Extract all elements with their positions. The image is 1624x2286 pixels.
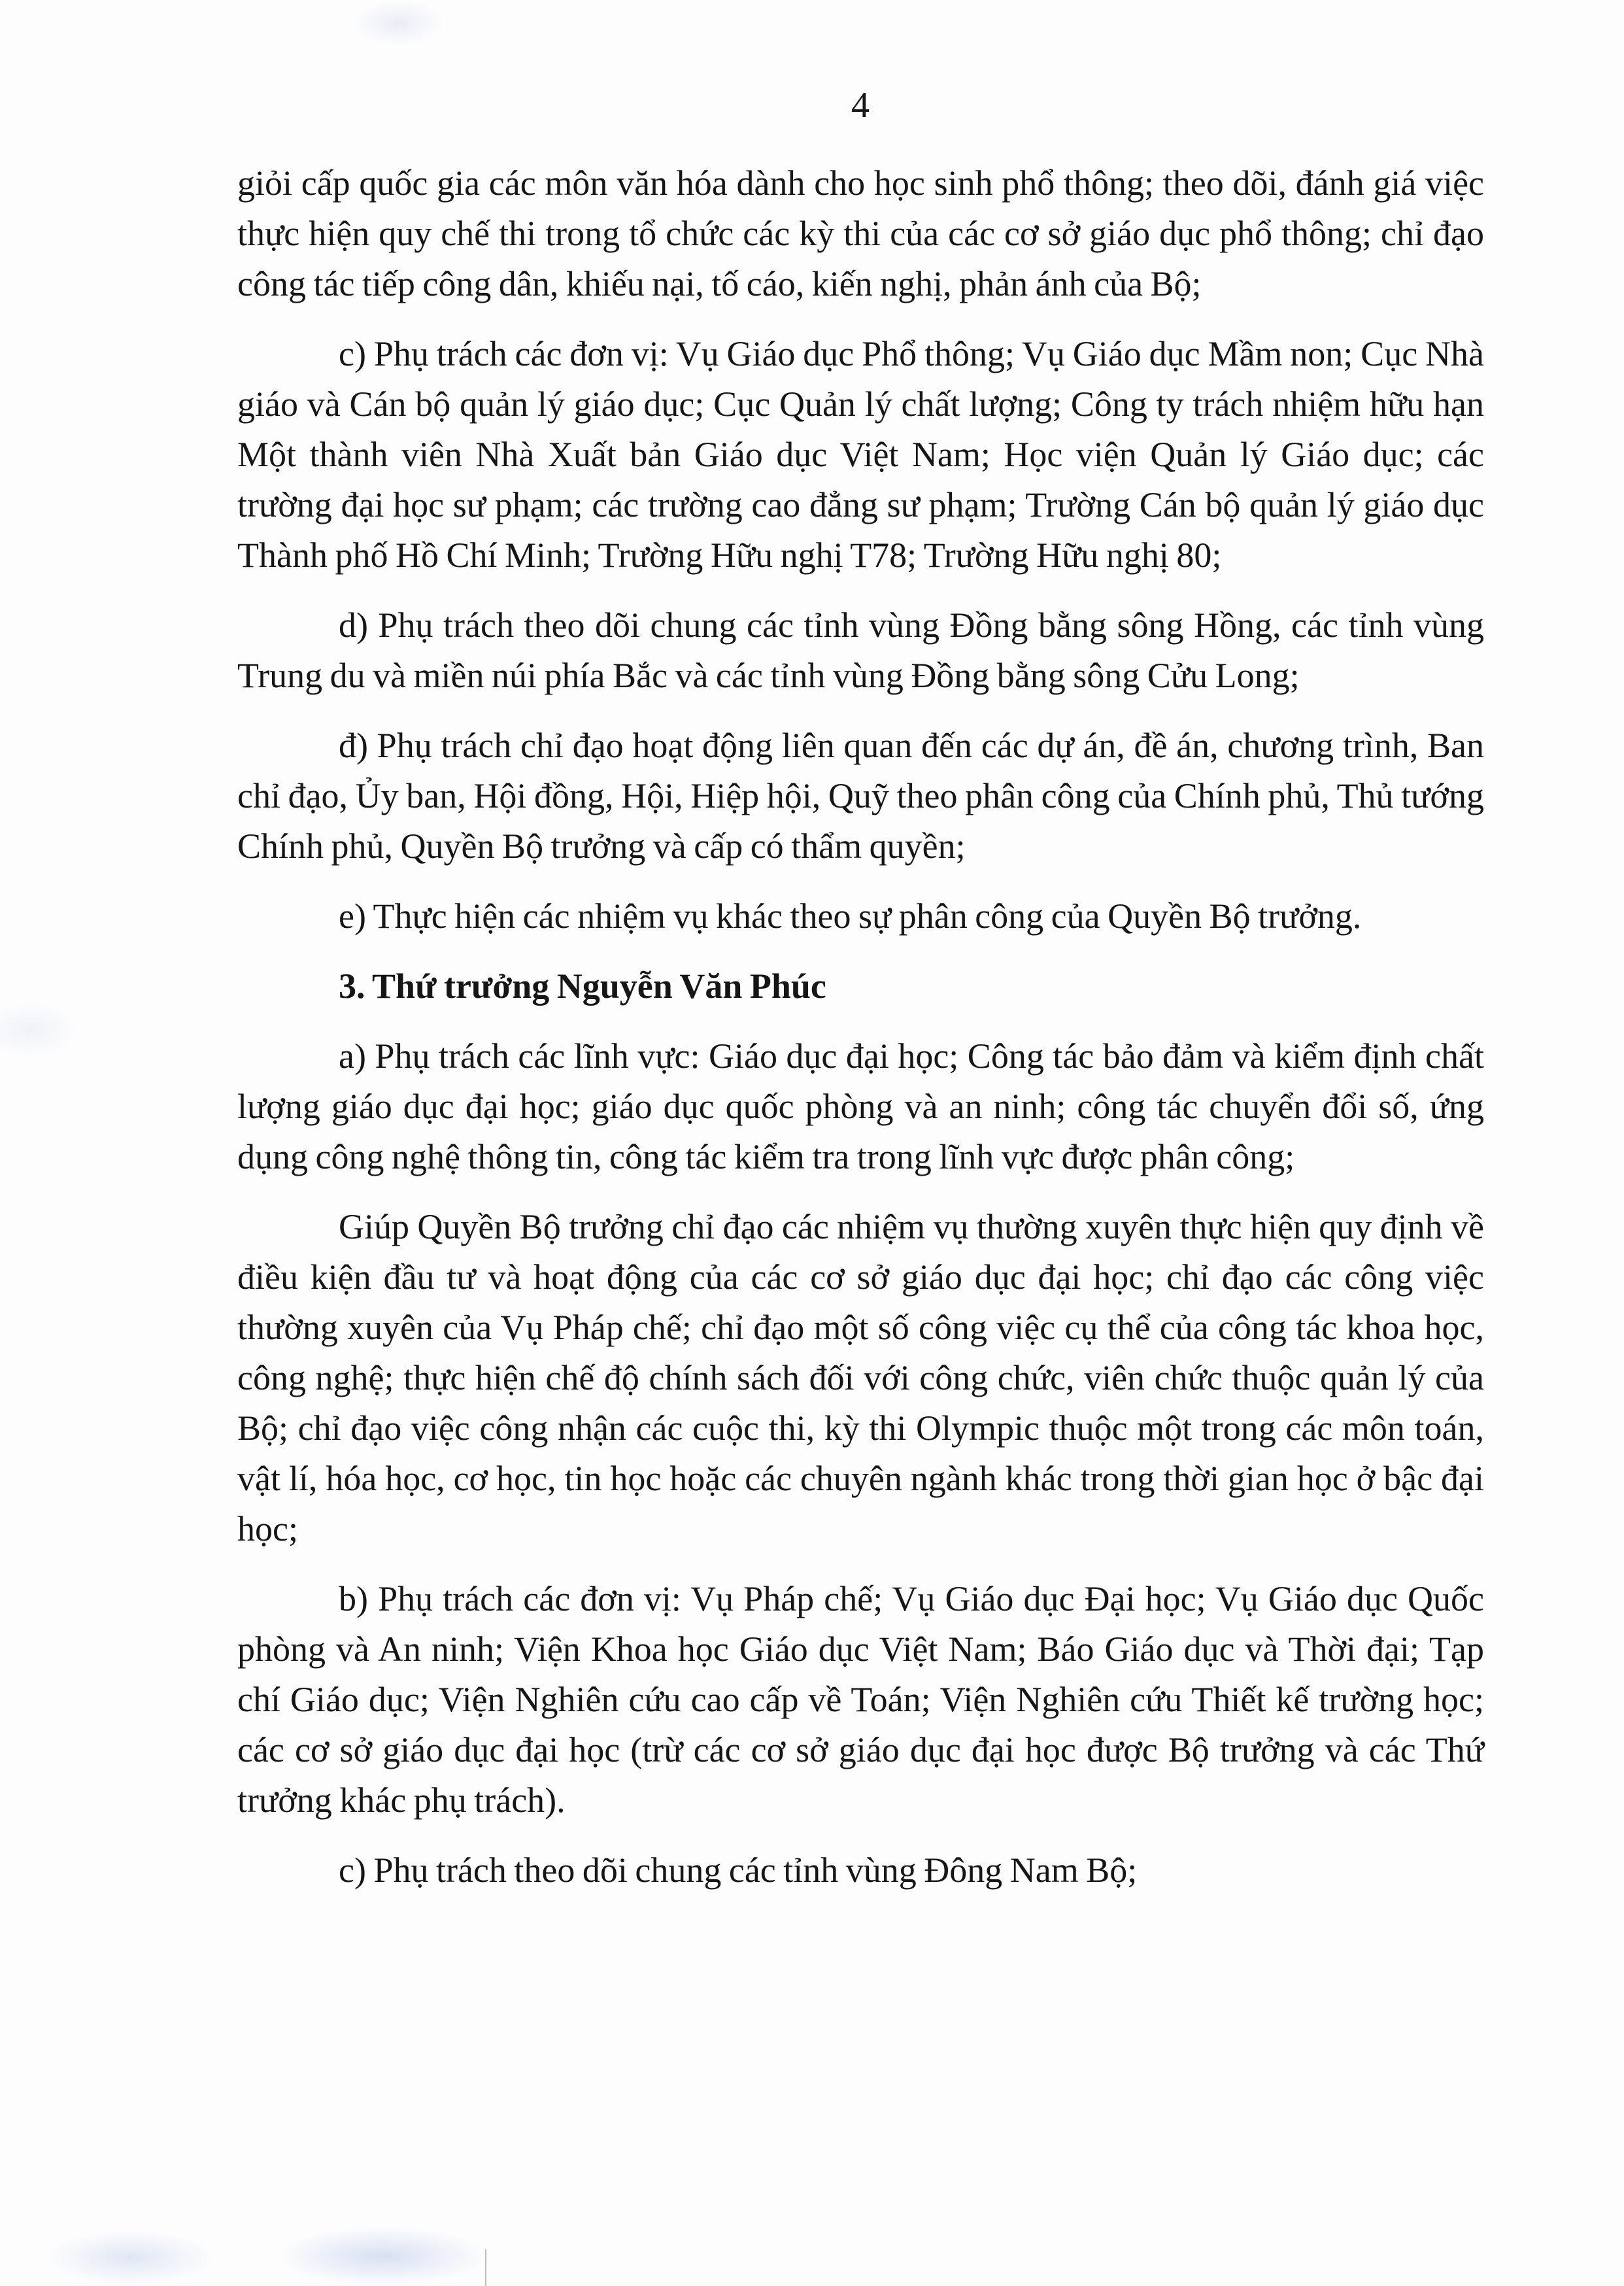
scan-artifact-smudge [0, 1000, 78, 1059]
scan-artifact-smudge [275, 2226, 490, 2286]
page-number: 4 [851, 85, 870, 126]
item-c-southeast-region: c) Phụ trách theo dõi chung các tỉnh vùng Đông Nam Bộ; [339, 1851, 1138, 1890]
item-dd-projects: đ) Phụ trách chỉ đạo hoạt động liên quan đến các dự án, đề án, chương trình, Ban chỉ đạo, Ủy ban, Hội đồng, Hội, Hiệp hội, Quỹ theo phân công của Chính phủ, Thủ tướng Chính phủ, Quyền Bộ trưởng và cấp có thẩm quyền; [237, 726, 1484, 866]
scan-artifact-smudge [46, 2230, 216, 2286]
paragraph-assist-minister: Giúp Quyền Bộ trưởng chỉ đạo các nhiệm vụ thường xuyên thực hiện quy định về điều kiện đầu tư và hoạt động của các cơ sở giáo dục đại học; chỉ đạo các công việc thường xuyên của Vụ Pháp chế; chỉ đạo một số công việc cụ thể của công tác khoa học, công nghệ; thực hiện chế độ chính sách đối với công chức, viên chức thuộc quản lý của Bộ; chỉ đạo việc công nhận các cuộc thi, kỳ thi Olympic thuộc một trong các môn toán, vật lí, hóa học, cơ học, tin học hoặc các chuyên ngành khác trong thời gian học ở bậc đại học; [237, 1207, 1484, 1548]
item-b-units: b) Phụ trách các đơn vị: Vụ Pháp chế; Vụ Giáo dục Đại học; Vụ Giáo dục Quốc phòng và An ninh; Viện Khoa học Giáo dục Việt Nam; Báo Giáo dục và Thời đại; Tạp chí Giáo dục; Viện Nghiên cứu cao cấp về Toán; Viện Nghiên cứu Thiết kế trường học; các cơ sở giáo dục đại học (trừ các cơ sở giáo dục đại học được Bộ trưởng và các Thứ trưởng khác phụ trách). [237, 1579, 1484, 1820]
item-a-fields: a) Phụ trách các lĩnh vực: Giáo dục đại học; Công tác bảo đảm và kiểm định chất lượng giáo dục đại học; giáo dục quốc phòng và an ninh; công tác chuyển đổi số, ứng dụng công nghệ thông tin, công tác kiểm tra trong lĩnh vực được phân công; [237, 1036, 1484, 1176]
scan-artifact-line [485, 2249, 486, 2286]
item-e-other-duties: e) Thực hiện các nhiệm vụ khác theo sự phân công của Quyền Bộ trưởng. [339, 896, 1362, 936]
item-d-regions: d) Phụ trách theo dõi chung các tỉnh vùng Đồng bằng sông Hồng, các tỉnh vùng Trung du và miền núi phía Bắc và các tỉnh vùng Đồng bằng sông Cửu Long; [237, 606, 1484, 695]
document-body [237, 80, 1484, 1915]
paragraph-continuation: giỏi cấp quốc gia các môn văn hóa dành cho học sinh phổ thông; theo dõi, đánh giá việc thực hiện quy chế thi trong tổ chức các kỳ thi của các cơ sở giáo dục phổ thông; chỉ đạo công tác tiếp công dân, khiếu nại, tố cáo, kiến nghị, phản ánh của Bộ; [237, 163, 1484, 303]
scan-artifact-smudge [353, 0, 445, 46]
item-c-units: c) Phụ trách các đơn vị: Vụ Giáo dục Phổ thông; Vụ Giáo dục Mầm non; Cục Nhà giáo và Cán bộ quản lý giáo dục; Cục Quản lý chất lượng; Công ty trách nhiệm hữu hạn Một thành viên Nhà Xuất bản Giáo dục Việt Nam; Học viện Quản lý Giáo dục; các trường đại học sư phạm; các trường cao đẳng sư phạm; Trường Cán bộ quản lý giáo dục Thành phố Hồ Chí Minh; Trường Hữu nghị T78; Trường Hữu nghị 80; [237, 334, 1484, 575]
section-heading-deputy-minister-3: 3. Thứ trưởng Nguyễn Văn Phúc [339, 966, 826, 1006]
